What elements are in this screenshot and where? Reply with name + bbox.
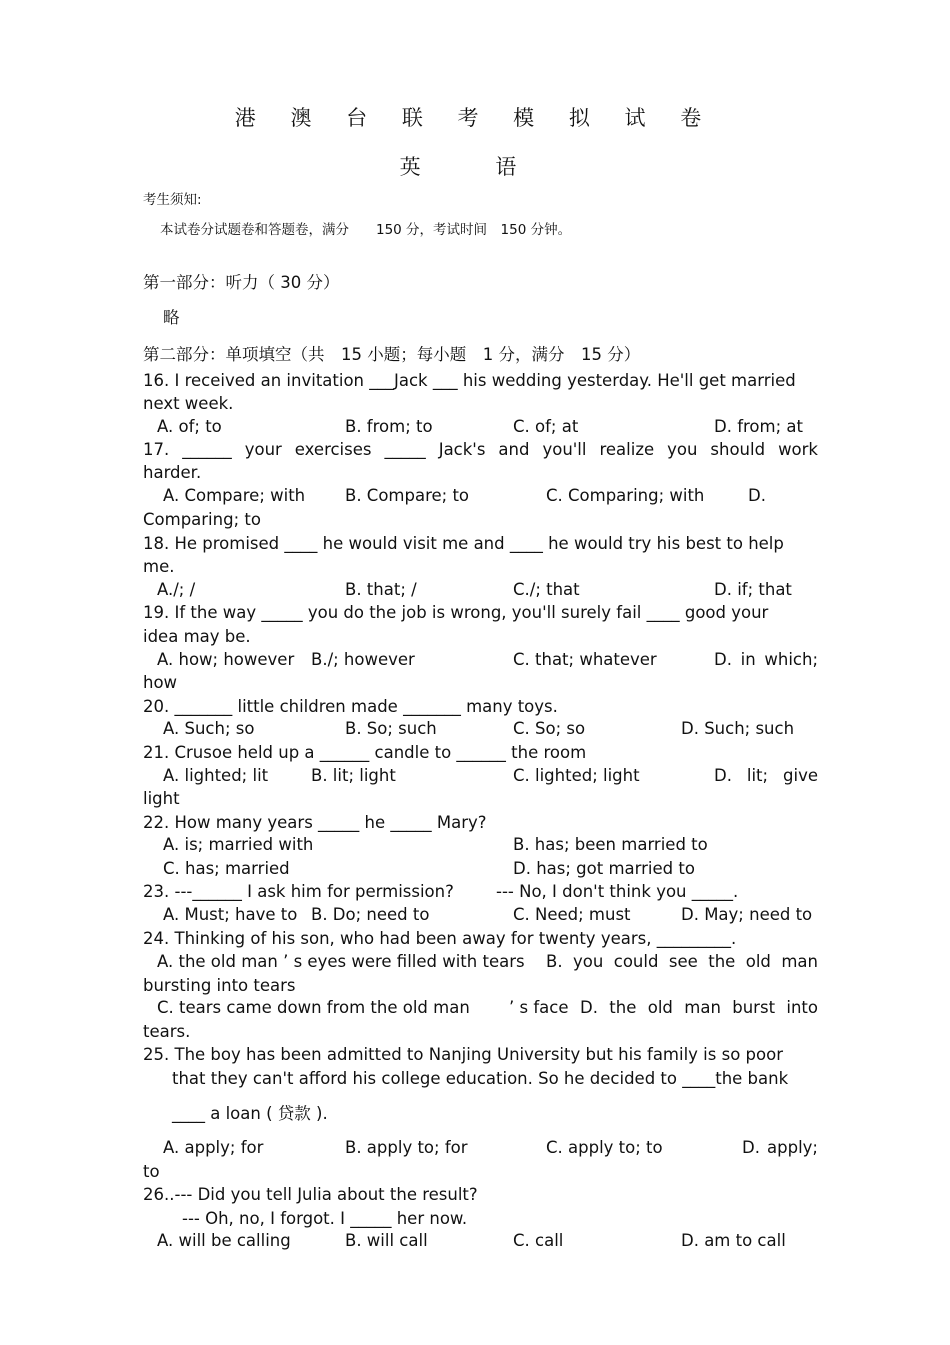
question-25-stem: 25. The boy has been admitted to Nanjing University but his family is so poor xyxy=(143,1045,783,1064)
option-d: D. May; need to xyxy=(681,905,813,924)
option-a: A. of; to xyxy=(157,417,222,436)
option-a: A. lighted; lit xyxy=(163,766,269,785)
option-b: B. from; to xyxy=(345,417,433,436)
option-d: D. Such; such xyxy=(681,719,795,738)
option-c: C. lighted; light xyxy=(513,766,640,785)
question-24-stem: 24. Thinking of his son, who had been away for twenty years, _________. xyxy=(143,929,737,948)
option-c: C. apply to; to xyxy=(546,1138,663,1157)
question-17-stem: 17. ______ your exercises _____ Jack's and you'll realize you should work xyxy=(143,440,818,459)
question-21-stem: 21. Crusoe held up a ______ candle to ______ the room xyxy=(143,743,587,762)
option-a: A. Such; so xyxy=(163,719,255,738)
question-24-option-d-cont: tears. xyxy=(143,1022,191,1041)
question-16-stem-cont: next week. xyxy=(143,394,234,413)
option-b: B./; however xyxy=(311,650,415,669)
option-d: D. am to call xyxy=(681,1231,786,1250)
question-21-option-d-cont: light xyxy=(143,789,180,808)
option-c: C. So; so xyxy=(513,719,586,738)
question-26-stem-cont: --- Oh, no, I forgot. I _____ her now. xyxy=(182,1209,468,1228)
notice-label: 考生须知: xyxy=(143,192,202,208)
option-c: C. that; whatever xyxy=(513,650,657,669)
option-c: C. of; at xyxy=(513,417,579,436)
option-c: C. call xyxy=(513,1231,564,1250)
question-18-stem-cont: me. xyxy=(143,557,175,576)
option-b: B. has; been married to xyxy=(513,835,708,854)
option-d: D. apply; xyxy=(742,1138,818,1157)
question-20-stem: 20. _______ little children made _______ many toys. xyxy=(143,697,558,716)
option-d: D. lit; give xyxy=(714,766,818,785)
exam-title: 港 澳 台 联 考 模 拟 试 卷 xyxy=(234,106,716,130)
question-24-option-b-cont: bursting into tears xyxy=(143,976,296,995)
part1-heading: 第一部分：听力（ 30 分） xyxy=(143,273,340,292)
question-23-reply: --- No, I don't think you _____. xyxy=(496,882,739,901)
part1-content: 略 xyxy=(163,308,180,327)
option-a: A. Compare; with xyxy=(163,486,306,505)
question-19-option-d-cont: how xyxy=(143,673,178,692)
notice-text: 本试卷分试题卷和答题卷，满分 150 分，考试时间 150 分钟。 xyxy=(160,222,572,238)
question-19-stem: 19. If the way _____ you do the job is wrong, you'll surely fail ____ good your xyxy=(143,603,769,622)
question-17-option-d-cont: Comparing; to xyxy=(143,510,261,529)
question-23-ask: 23. ---______ I ask him for permission? xyxy=(143,882,454,901)
option-a: A. Must; have to xyxy=(163,905,298,924)
option-d: D. has; got married to xyxy=(513,859,695,878)
question-22-stem: 22. How many years _____ he _____ Mary? xyxy=(143,813,487,832)
option-b: B. Do; need to xyxy=(311,905,430,924)
option-d: D. xyxy=(748,486,766,505)
option-a: A. how; however xyxy=(157,650,295,669)
option-d: D. in which; xyxy=(714,650,818,669)
option-d: D. if; that xyxy=(714,580,792,599)
option-b: B. that; / xyxy=(345,580,417,599)
option-b: B. will call xyxy=(345,1231,428,1250)
option-c: C. has; married xyxy=(163,859,290,878)
option-d: D. from; at xyxy=(714,417,803,436)
option-a: A. apply; for xyxy=(163,1138,264,1157)
option-d: D. the old man burst into xyxy=(580,998,818,1017)
option-a: A./; / xyxy=(157,580,196,599)
question-18-stem: 18. He promised ____ he would visit me and ____ he would try his best to help xyxy=(143,534,784,553)
question-19-stem-cont: idea may be. xyxy=(143,627,251,646)
option-a: A. the old man ’ s eyes were filled with tears xyxy=(157,952,525,971)
question-25-stem-cont: that they can't afford his college education. So he decided to ____the bank xyxy=(172,1069,789,1088)
option-b: B. apply to; for xyxy=(345,1138,468,1157)
question-16-stem: 16. I received an invitation ___Jack ___ his wedding yesterday. He'll get married xyxy=(143,371,796,390)
question-25-stem-cont2: ____ a loan ( 贷款 ). xyxy=(172,1104,328,1123)
question-17-stem-cont: harder. xyxy=(143,463,202,482)
option-c: C. tears came down from the old man xyxy=(157,998,470,1017)
question-26-stem: 26..--- Did you tell Julia about the result? xyxy=(143,1185,478,1204)
option-c: C. Need; must xyxy=(513,905,631,924)
question-25-option-d-cont: to xyxy=(143,1162,160,1181)
option-b: B. Compare; to xyxy=(345,486,470,505)
option-c: C. Comparing; with xyxy=(546,486,705,505)
option-a: A. will be calling xyxy=(157,1231,291,1250)
option-b: B. you could see the old man xyxy=(546,952,818,971)
part2-heading: 第二部分：单项填空（共 15 小题；每小题 1 分，满分 15 分） xyxy=(143,345,641,364)
option-c-cont: ’ s face xyxy=(509,998,569,1017)
option-b: B. So; such xyxy=(345,719,437,738)
option-b: B. lit; light xyxy=(311,766,396,785)
exam-subject: 英 语 xyxy=(399,155,551,179)
option-a: A. is; married with xyxy=(163,835,314,854)
option-c: C./; that xyxy=(513,580,580,599)
